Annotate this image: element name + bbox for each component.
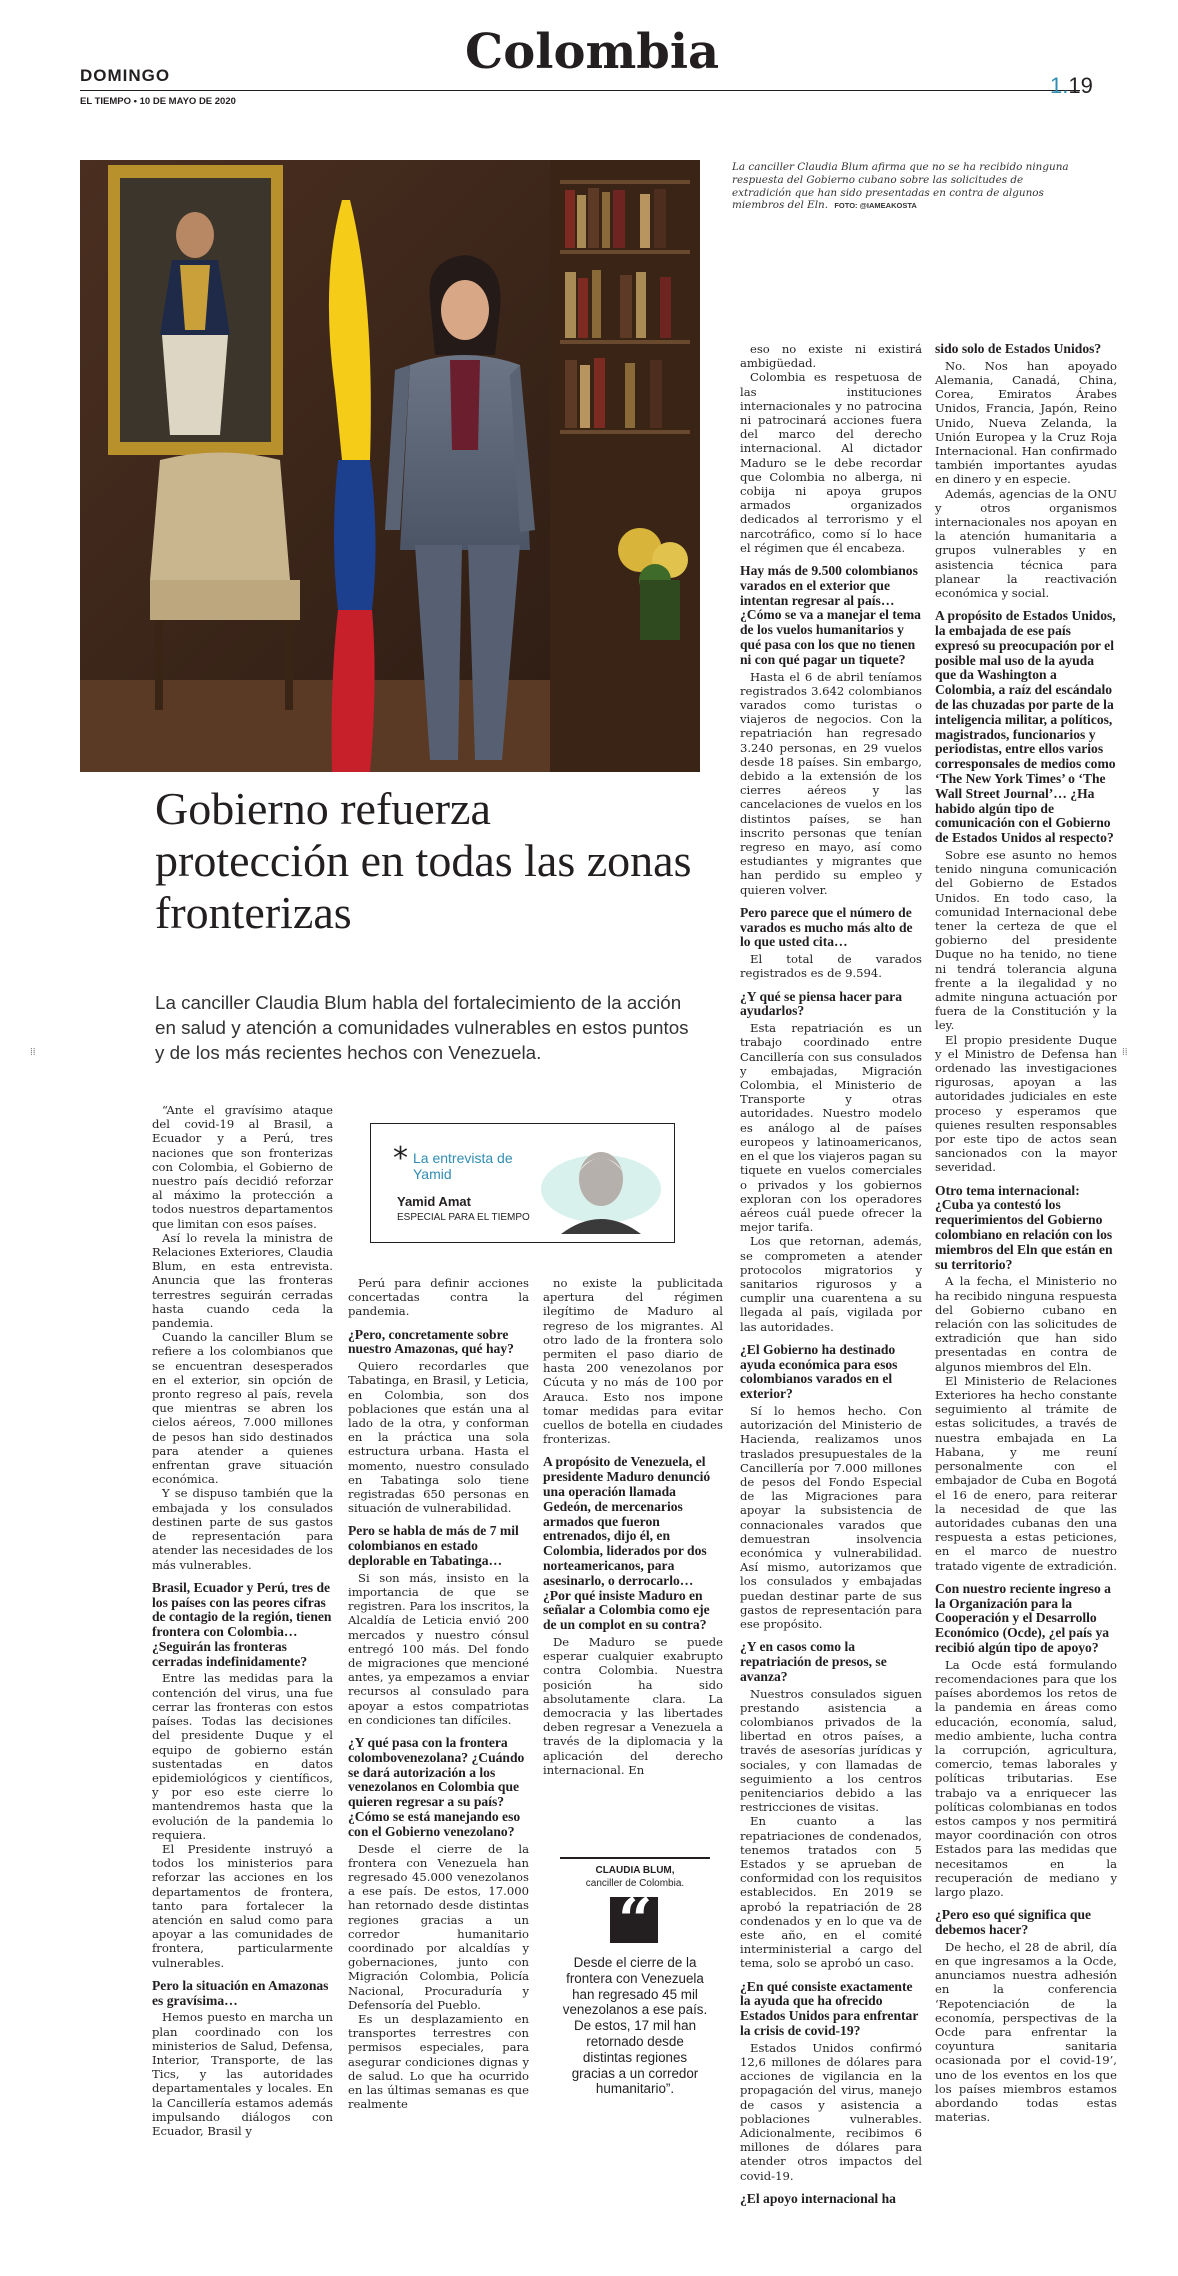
section-title: Colombia [465, 24, 720, 80]
paragraph: Esta repatriación es un trabajo coordinado entre Cancillería con sus consulados y embajadas, Migración Colombia, el Ministerio de Transporte y otras autoridades. Nuestro modelo es análogo al de países europeos y latinoamericanos, en el que los viajeros pagan su tiquete en vuelos comerciales o privados y los gobiernos exploran con los operadores aéreos cuál puede ofrecer la mejor tarifa. [740, 1021, 922, 1235]
quote-icon [610, 1886, 658, 1956]
header-rule [80, 90, 1080, 91]
question: ¿El apoyo internacional ha [740, 2190, 896, 2206]
byline-box [370, 1123, 675, 1243]
pull-quote-speaker: CLAUDIA BLUM, [595, 1865, 675, 1876]
question: sido solo de Estados Unidos? [935, 341, 1102, 356]
paragraph: Desde el cierre de la frontera con Venezuela han regresado 45.000 venezolanos a ese país. De estos, 17.000 han retornado desde distintas regiones gracias a un corredor humanitario coordinado por alcaldías y gobernaciones, junto con Migración Colombia, Policía Nacional, Procuraduría y Defensoría del Pueblo. [348, 1841, 529, 2012]
paragraph: Además, agencias de la ONU y otros organismos internacionales nos apoyan en la atención humanitaria a grupos vulnerables y en asistencia técnica para planear la reactivación económica y social. [935, 486, 1117, 601]
question: ¿Y qué pasa con la frontera colombovenezolana? ¿Cuándo se dará autorización a los venezolanos en Colombia que quieren regresar a su país? ¿Cómo se está manejando eso con el Gobierno venezolano? [348, 1735, 525, 1839]
paragraph: De hecho, el 28 de abril, día en que ingresamos a la Ocde, anunciamos nuestra adhesión en la conferencia ‘Repotenciación de la economía, perspectivas de la Ocde para enfrentar la coyuntura sanitaria ocasionada por el covid-19’, uno de los eventos en los que los países miembros estamos abordando todas estas materias. [935, 1939, 1117, 2125]
paragraph: Sí lo hemos hecho. Con autorización del Ministerio de Hacienda, realizamos unos traslados presupuestales de la Cancillería por 7.000 millones de pesos del Fondo Especial de las Migraciones para apoyar la subsistencia de connacionales varados que demuestran insolvencia económica y vulnerabilidad. Así mismo, autorizamos que los consulados y embajadas puedan destinar parte de sus gastos de representación para ese propósito. [740, 1403, 922, 1631]
question: ¿Y en casos como la repatriación de presos, se avanza? [740, 1639, 887, 1684]
question: Brasil, Ecuador y Perú, tres de los países con las peores cifras de contagio de la región, tienen frontera con Colombia… ¿Seguirán las fronteras cerradas indefinidamente? [152, 1579, 332, 1669]
headline: Gobierno refuerza protección en todas las zonas fronterizas [155, 783, 692, 938]
deck: La canciller Claudia Blum habla del fortalecimiento de la acción en salud y atención a comunidades vulnerables en estos puntos y de los más recientes hechos con Venezuela. [155, 992, 689, 1063]
question: ¿Pero eso qué significa que debemos hacer? [935, 1907, 1092, 1937]
question: ¿El Gobierno ha destinado ayuda económica para esos colombianos varados en el exterior? [740, 1341, 898, 1402]
paragraph: El propio presidente Duque y el Ministro de Defensa han ordenado las investigaciones rigurosas, apoyan a las autoridades judiciales en este proceso y esperamos que quienes resulten responsables por este tipo de actos sean sancionados con la mayor severidad. [935, 1032, 1117, 1175]
article-column-2 [348, 1276, 529, 2136]
paragraph: La Ocde está formulando recomendaciones para que los países abordemos los retos de la pandemia en áreas como educación, economía, salud, medio ambiente, lucha contra la corrupción, agricultura, comercio, temas laborales y políticas tributarias. Ese trabajo va a enriquecer las políticas colombianas en todos estos campos y nos permitirá mayor coordinación con otros Estados para las medidas que necesitamos en la recuperación de mediano y largo plazo. [935, 1657, 1117, 1899]
pull-quote [560, 1857, 710, 2117]
byline-role: ESPECIAL PARA EL TIEMPO [397, 1212, 530, 1223]
paragraph: Cuando la canciller Blum se refiere a los colombianos que se encuentran desesperados en el exterior, sin opción de pronto regreso al país, revela que mientras se abren los cielos aéreos, 7.000 millones de pesos han sido destinados para atender a quienes enfrentan grave situación económica. [152, 1330, 333, 1487]
paragraph: Hasta el 6 de abril teníamos registrados 3.642 colombianos varados como turistas o viajeros de negocios. Con la repatriación han regresado 3.240 personas, en 29 vuelos desde 18 países. Sin embargo, debido a la extensión de los cierres aéreos y las cancelaciones de vuelos en los distintos países, se han inscrito personas que tenían regreso en mayo, así como estudiantes y migrantes que han perdido su empleo y quieren volver. [740, 669, 922, 897]
article-column-3 [543, 1276, 723, 1836]
photo-illustration [80, 160, 700, 772]
byline-series: La entrevista de Yamid [413, 1150, 513, 1182]
paragraph: Los que retornan, además, se comprometen a atender protocolos migratorios y sanitarios rigurosos y a cumplir una cuarentena a su llegada al país, vigilada por las autoridades. [740, 1234, 922, 1334]
question: Con nuestro reciente ingreso a la Organización para la Cooperación y el Desarrollo Económico (Ocde), ¿el país ya recibió algún tipo de apoyo? [935, 1580, 1111, 1655]
crop-mark-right: ⁞⁞ [1122, 1047, 1128, 1058]
header-day: DOMINGO [80, 66, 171, 85]
article-column-1 [152, 1103, 333, 2138]
paragraph: Hemos puesto en marcha un plan coordinado con los ministerios de Salud, Defensa, Interior, Transporte, de las Tics, y las autoridades departamentales y locales. En la Cancillería estamos además impulsando diálogos con Ecuador, Brasil y [152, 2010, 333, 2138]
star-icon: * [393, 1141, 408, 1176]
paragraph: No. Nos han apoyado Alemania, Canadá, China, Corea, Emiratos Árabes Unidos, Francia, Japón, Reino Unido, Nueva Zelanda, la Unión Europea y la Cruz Roja Internacional. Han confirmado también importantes ayudas en dinero y en especie. [935, 358, 1117, 487]
paragraph: El Ministerio de Relaciones Exteriores ha hecho constante seguimiento al trámite de estas solicitudes, a través de nuestra embajada en La Habana, y me reuní personalmente con el embajador de Cuba en Bogotá el 16 de enero, para reiterar la necesidad de que las autoridades cubanas den una respuesta a estas peticiones, en el marco de nuestro tratado vigente de extradición. [935, 1373, 1117, 1573]
caption-credit: FOTO: @IAMEAKOSTA [834, 201, 917, 211]
author-portrait [536, 1134, 666, 1234]
paragraph: Entre las medidas para la contención del virus, una fue cerrar las fronteras con estos países. Todas las decisiones del presidente Duque y el equipo de gobierno están sustentadas en datos epidemiológicos y científicos, y por eso este cierre lo mantendremos hasta que la evolución de la pandemia lo requiera. [152, 1671, 333, 1842]
paragraph: Así lo revela la ministra de Relaciones Exteriores, Claudia Blum, en esta entrevista. Anuncia que las fronteras terrestres seguirán cerradas hasta cuando ceda la pandemia. [152, 1230, 333, 1331]
paragraph: El Presidente instruyó a todos los ministerios para reforzar las acciones en los departamentos de frontera, tanto para fortalecer la atención en salud como para apoyar a las comunidades de frontera, particularmente vulnerables. [152, 1841, 333, 1970]
pull-quote-speaker-role: canciller de Colombia. [585, 1878, 685, 1889]
paragraph: Y se dispuso también que la embajada y los consulados destinen parte de sus gastos de representación para atender las necesidades de los más vulnerables. [152, 1486, 333, 1572]
paragraph: En cuanto a las repatriaciones de condenados, tenemos tratados con 5 Estados y se aprueban de conformidad con los requisitos establecidos. En 2019 se aprobó la repatriación de 28 condenados y en lo que va de este año, en el comité interministerial a cargo del tema, solo se aprobó un caso. [740, 1814, 922, 1971]
question: Pero la situación en Amazonas es gravísima… [152, 1977, 329, 2008]
photo-caption [732, 161, 1082, 213]
paragraph: El total de varados registrados es de 9.594. [740, 952, 922, 981]
question: Pero parece que el número de varados es mucho más alto de lo que usted cita… [740, 904, 913, 950]
page-header [80, 0, 1110, 112]
paragraph: Quiero recordarles que Tabatinga, en Brasil, y Leticia, en Colombia, son dos poblaciones que están una al lado de la otra, y conforman en la práctica una sola estructura urbana. Hasta el momento, nuestro consulado en Tabatinga solo tiene registradas 650 personas en situación de vulnerabilidad. [348, 1359, 529, 1516]
question: A propósito de Estados Unidos, la embajada de ese país expresó su preocupación por el posible mal uso de la ayuda que da Washington a Colombia, a raíz del escándalo de las chuzadas por parte de la inteligencia militar, a políticos, magistrados, funcionarios y periodistas, entre ellos varios corresponsales de medios como ‘The New York Times’ o ‘The Wall Street Journal’… ¿Ha habido algún tipo de comunicación con el Gobierno de Estados Unidos al respecto? [935, 608, 1116, 846]
question: Otro tema internacional: ¿Cuba ya contestó los requerimientos del Gobierno colombiano en relación con los miembros del Eln que están en su territorio? [935, 1182, 1113, 1272]
paragraph: Perú para definir acciones concertadas contra la pandemia. [348, 1276, 529, 1319]
pull-quote-text: Desde el cierre de la frontera con Venezuela han regresado 45 mil venezolanos a ese país. De estos, 17 mil han retornado desde distintas regiones gracias a un corredor humanitario”. [562, 1955, 708, 2097]
paragraph: A la fecha, el Ministerio no ha recibido ninguna respuesta del Gobierno cubano en relación con las solicitudes de extradición que han sido presentadas en contra de algunos miembros del Eln. [935, 1274, 1117, 1374]
quote-glyph: “ [618, 1886, 653, 1956]
paragraph: “Ante el gravísimo ataque del covid-19 al Brasil, a Ecuador y a Perú, tres naciones que son fronterizas con Colombia, el Gobierno de nuestro país decidió reforzar al máximo la protección a todos nuestros departamentos que limitan con esos países. [152, 1103, 333, 1231]
main-photo [80, 160, 700, 772]
question: ¿Pero, concretamente sobre nuestro Amazonas, qué hay? [348, 1326, 514, 1357]
paragraph: De Maduro se puede esperar cualquier exabrupto contra Colombia. Nuestra posición ha sido absolutamente clara. La democracia y las libertades deben regresar a Venezuela a través de la diplomacia y la aplicación del derecho internacional. En [543, 1635, 723, 1777]
byline-author: Yamid Amat [397, 1194, 471, 1209]
page-number [1050, 73, 1093, 99]
page-number-prefix: 1. [1050, 73, 1069, 98]
question: ¿En qué consiste exactamente la ayuda que ha ofrecido Estados Unidos para enfrentar la crisis de covid-19? [740, 1978, 919, 2039]
question: Pero se habla de más de 7 mil colombianos en estado deplorable en Tabatinga… [348, 1523, 519, 1569]
paragraph: Si son más, insisto en la importancia de que se registren. Para los inscritos, la Alcaldía de Leticia envió 200 mercados y nuestro cónsul entregó 100 más. Del fondo de migraciones que mencioné antes, ya empezamos a enviar recursos al consulado para apoyar a estos compatriotas en condiciones tan difíciles. [348, 1570, 529, 1727]
question: Hay más de 9.500 colombianos varados en el exterior que intentan regresar al país… ¿Cómo se va a manejar el tema de los vuelos humanitarios y qué pasa con los que no tienen ni con qué pagar un tiquete? [740, 563, 921, 667]
crop-mark-left: ⁞⁞ [30, 1047, 36, 1058]
question: ¿Y qué se piensa hacer para ayudarlos? [740, 988, 902, 1019]
paragraph: Es un desplazamiento en transportes terrestres con permisos especiales, para asegurar condiciones dignas y de salud. Lo que ha ocurrido en las últimas semanas es que realmente [348, 2012, 529, 2112]
paragraph: Nuestros consulados siguen prestando asistencia a colombianos privados de la libertad en otros países, a través de asesorías jurídicas y sociales, y con llamadas de seguimiento a los centros penitenciarios debido a las restricciones de visitas. [740, 1686, 922, 1815]
pull-quote-top-rule [560, 1857, 710, 1859]
page-number-value: 19 [1068, 73, 1093, 98]
article-column-4 [740, 342, 922, 2206]
caption-text: La canciller Claudia Blum afirma que no se ha recibido ninguna respuesta del Gobierno cubano sobre las solicitudes de extradición que han sido presentadas en contra de algunos miembros del Eln. [732, 161, 1069, 212]
paragraph: Colombia es respetuosa de las instituciones internacionales y no patrocina ni patrocinará acciones fuera del marco del derecho internacional. Al dictador Maduro se le debe recordar que Colombia no alberga, ni cobija ni apoya grupos armados organizados dedicados al terrorismo y el narcotráfico, como sí lo hace el régimen que él encabeza. [740, 370, 922, 555]
paragraph: no existe la publicitada apertura del régimen ilegítimo de Maduro al regreso de los migrantes. Al otro lado de la frontera solo permiten el paso diario de hasta 200 venezolanos por Cúcuta y no más de 100 por Arauca. Esto nos impone tomar medidas para evitar cuellos de botella en ciudades fronterizas. [543, 1276, 723, 1447]
paragraph: eso no existe ni existirá ambigüedad. [740, 342, 922, 371]
paragraph: Estados Unidos confirmó 12,6 millones de dólares para acciones de vigilancia en la propagación del virus, manejo de casos y asistencia a poblaciones vulnerables. Adicionalmente, recibimos 6 millones de dólares para atender otros impactos del covid-19. [740, 2040, 922, 2183]
question: A propósito de Venezuela, el presidente Maduro denunció una operación llamada Gedeón, de mercenarios armados que fueron entrenados, dijo él, en Colombia, liderados por dos norteamericanos, para asesinarlo, o derrocarlo… ¿Por qué insiste Maduro en señalar a Colombia como eje de un complot en su contra? [543, 1454, 711, 1633]
article-column-5 [935, 342, 1117, 2132]
header-edition: EL TIEMPO • 10 DE MAYO DE 2020 [80, 96, 236, 107]
paragraph: Sobre ese asunto no hemos tenido ninguna comunicación del Gobierno de Estados Unidos. En todo caso, la comunidad Internacional debe tener la certeza de que el gobierno del presidente Duque no ha tenido, no tiene ni tendrá tolerancia alguna frente a la ilegalidad y no admite ninguna actuación por fuera de la Constitución y la ley. [935, 848, 1117, 1033]
